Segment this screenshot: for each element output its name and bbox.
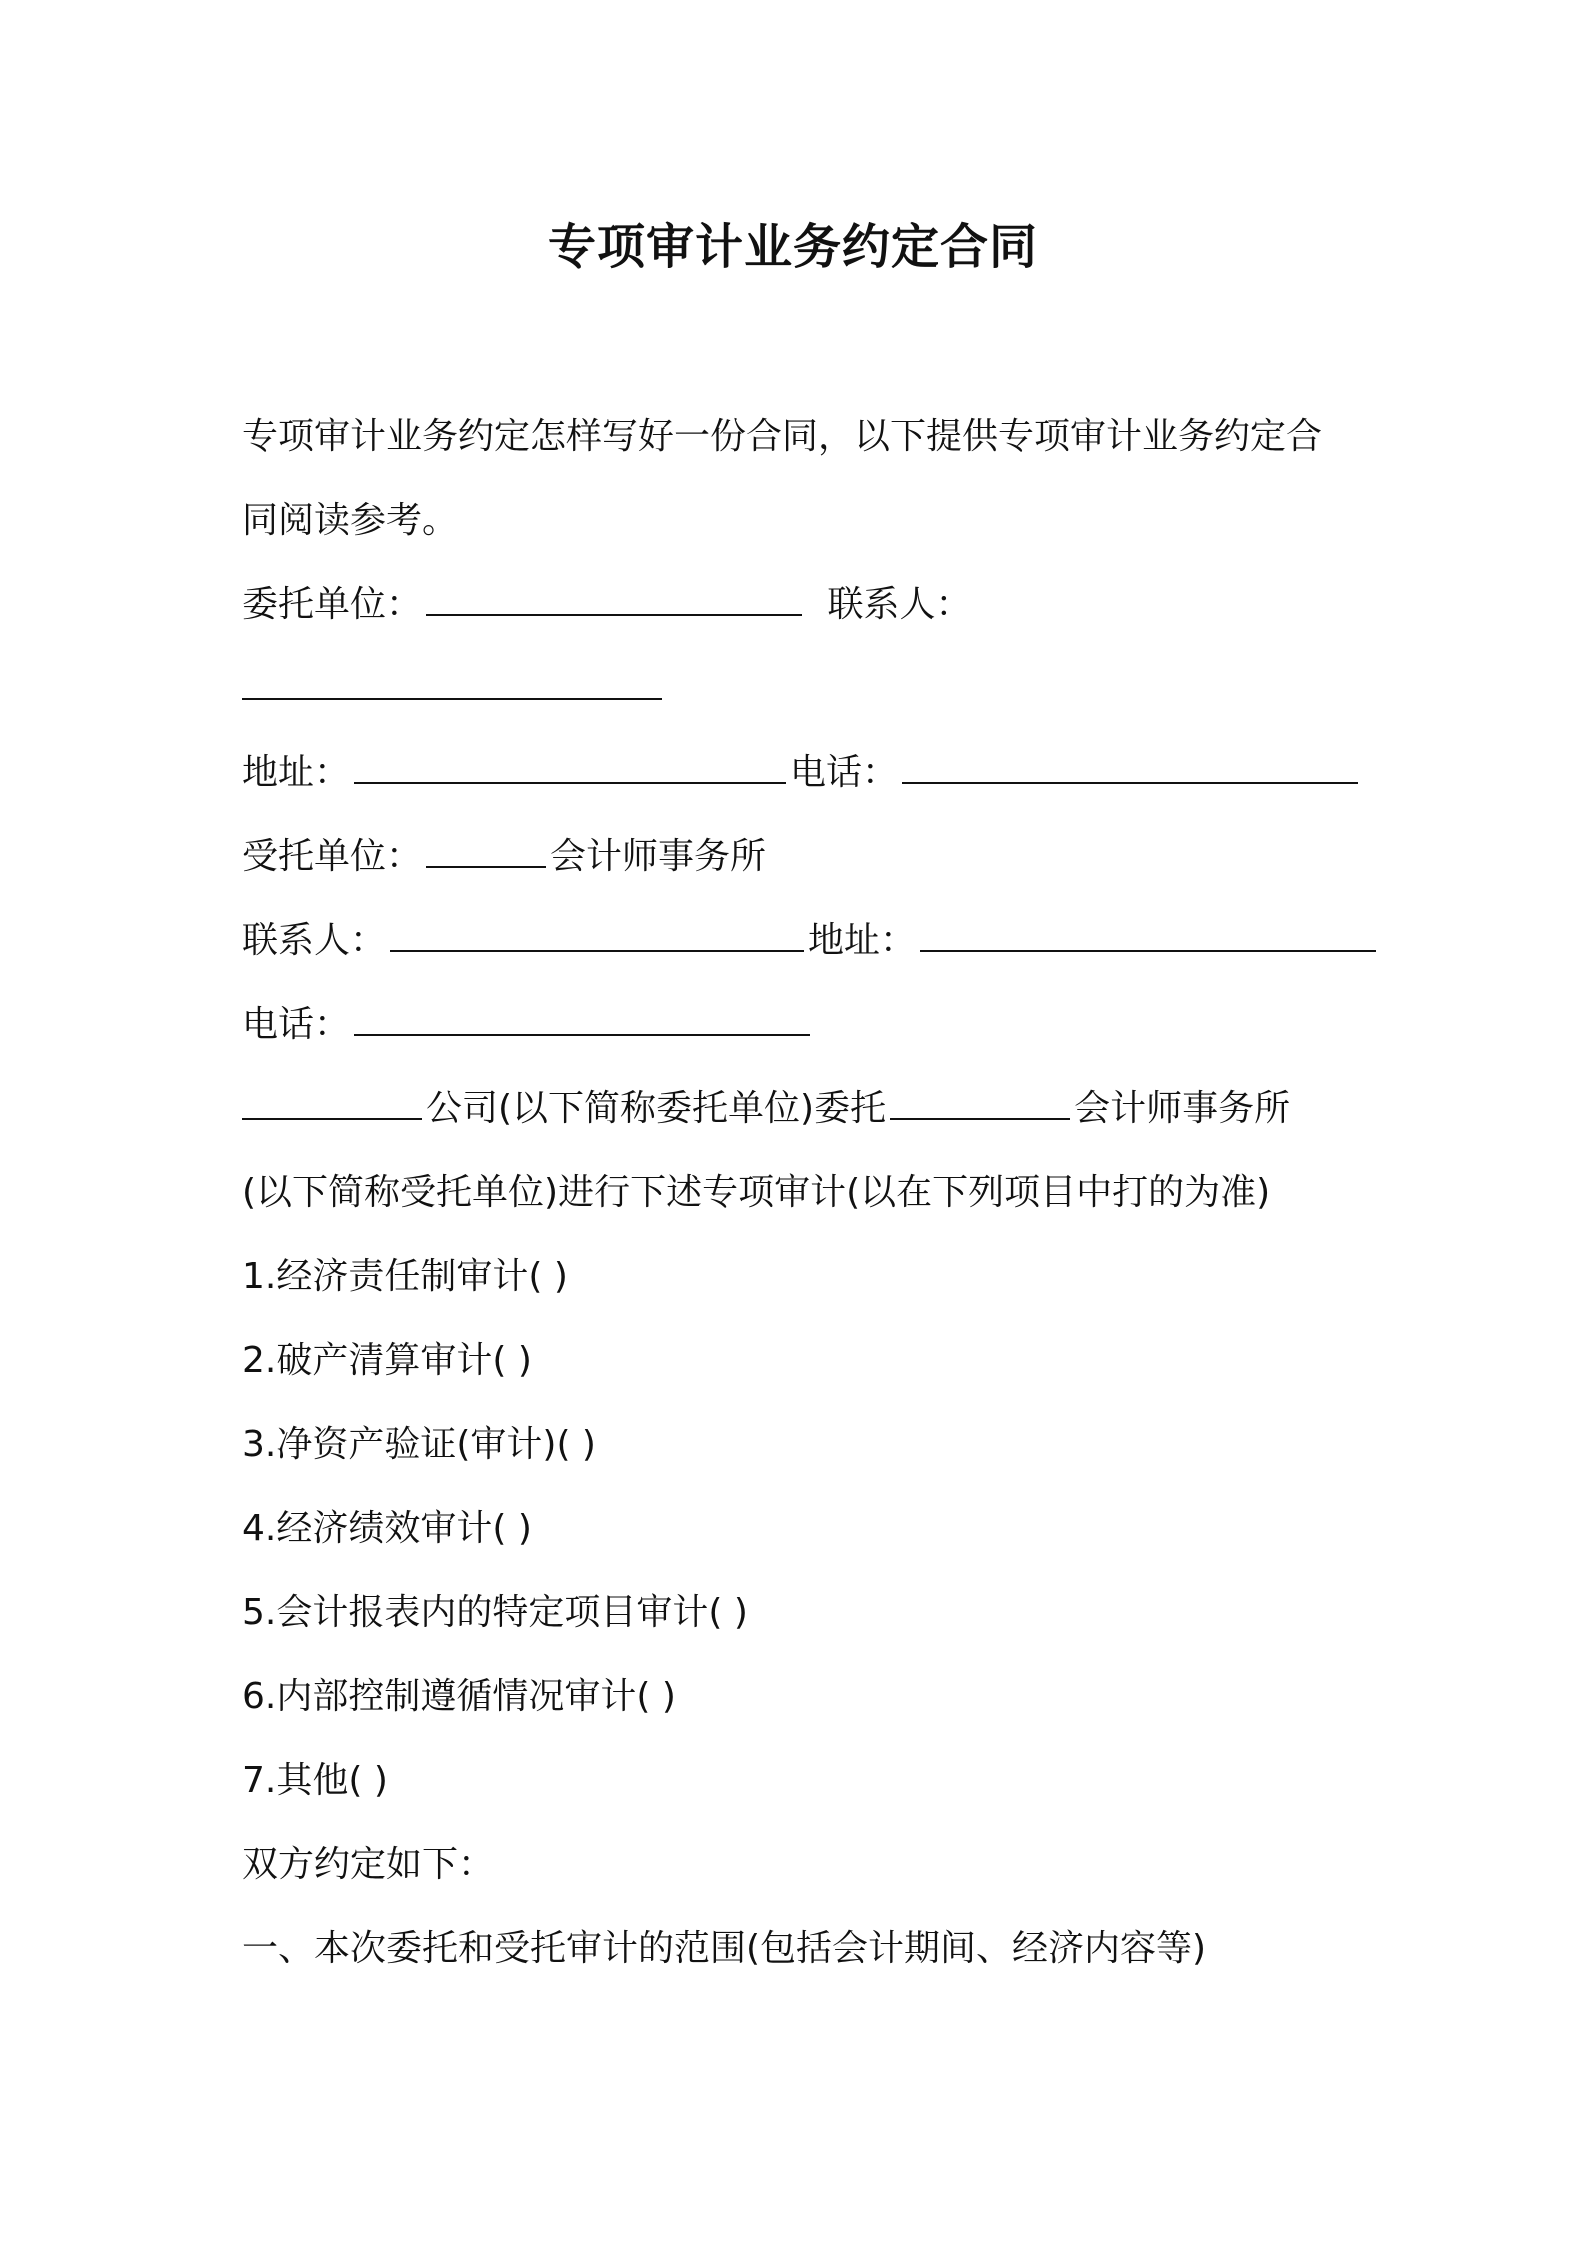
phone-2-row: [242, 1000, 814, 1050]
address-2-blank[interactable]: [920, 918, 1376, 952]
company-name-blank[interactable]: [242, 1086, 422, 1120]
trustee-unit-label: 受托单位：: [242, 836, 423, 877]
contact-person-2-label: 联系人：: [242, 920, 387, 961]
phone-blank[interactable]: [902, 750, 1358, 784]
intro-line-2: 同阅读参考。: [242, 500, 459, 541]
statement-line-2: (以下简称受托单位)进行下述专项审计(以在下列项目中打的为准): [242, 1172, 1271, 1213]
client-unit-blank[interactable]: [426, 582, 802, 616]
client-unit-label: 委托单位：: [242, 584, 423, 625]
statement-part-1: 公司(以下简称委托单位)委托: [426, 1088, 887, 1129]
phone-label: 电话：: [790, 752, 899, 793]
audit-item-7: 7.其他( ): [242, 1760, 388, 1801]
contact-person-label: 联系人：: [827, 584, 972, 625]
intro-line-1: 专项审计业务约定怎样写好一份合同，以下提供专项审计业务约定合: [242, 416, 1323, 457]
trustee-unit-blank[interactable]: [426, 834, 546, 868]
section-1-heading: 一、本次委托和受托审计的范围(包括会计期间、经济内容等): [242, 1928, 1207, 1969]
trustee-unit-row: [242, 832, 766, 882]
audit-item-4: 4.经济绩效审计( ): [242, 1508, 532, 1549]
audit-item-6: 6.内部控制遵循情况审计( ): [242, 1676, 676, 1717]
trustee-firm-suffix: 会计师事务所: [550, 836, 767, 877]
contact-address-row: [242, 916, 1380, 966]
address-phone-row: [242, 748, 1362, 798]
address-2-label: 地址：: [808, 920, 917, 961]
address-label: 地址：: [242, 752, 351, 793]
audit-item-3: 3.净资产验证(审计)( ): [242, 1424, 596, 1465]
statement-part-2: 会计师事务所: [1074, 1088, 1291, 1129]
contact-person-blank[interactable]: [242, 666, 662, 700]
audit-item-2: 2.破产清算审计( ): [242, 1340, 532, 1381]
audit-item-5: 5.会计报表内的特定项目审计( ): [242, 1592, 748, 1633]
agreement-heading: 双方约定如下：: [242, 1844, 495, 1885]
document-title: 专项审计业务约定合同: [547, 219, 1038, 275]
client-unit-row: [242, 580, 971, 630]
address-blank[interactable]: [354, 750, 786, 784]
contact-person-blank-row: [242, 664, 666, 714]
phone-2-label: 电话：: [242, 1004, 351, 1045]
phone-2-blank[interactable]: [354, 1002, 810, 1036]
audit-item-1: 1.经济责任制审计( ): [242, 1256, 568, 1297]
statement-line-1: [242, 1084, 1290, 1134]
firm-name-blank[interactable]: [890, 1086, 1070, 1120]
contact-person-2-blank[interactable]: [390, 918, 804, 952]
